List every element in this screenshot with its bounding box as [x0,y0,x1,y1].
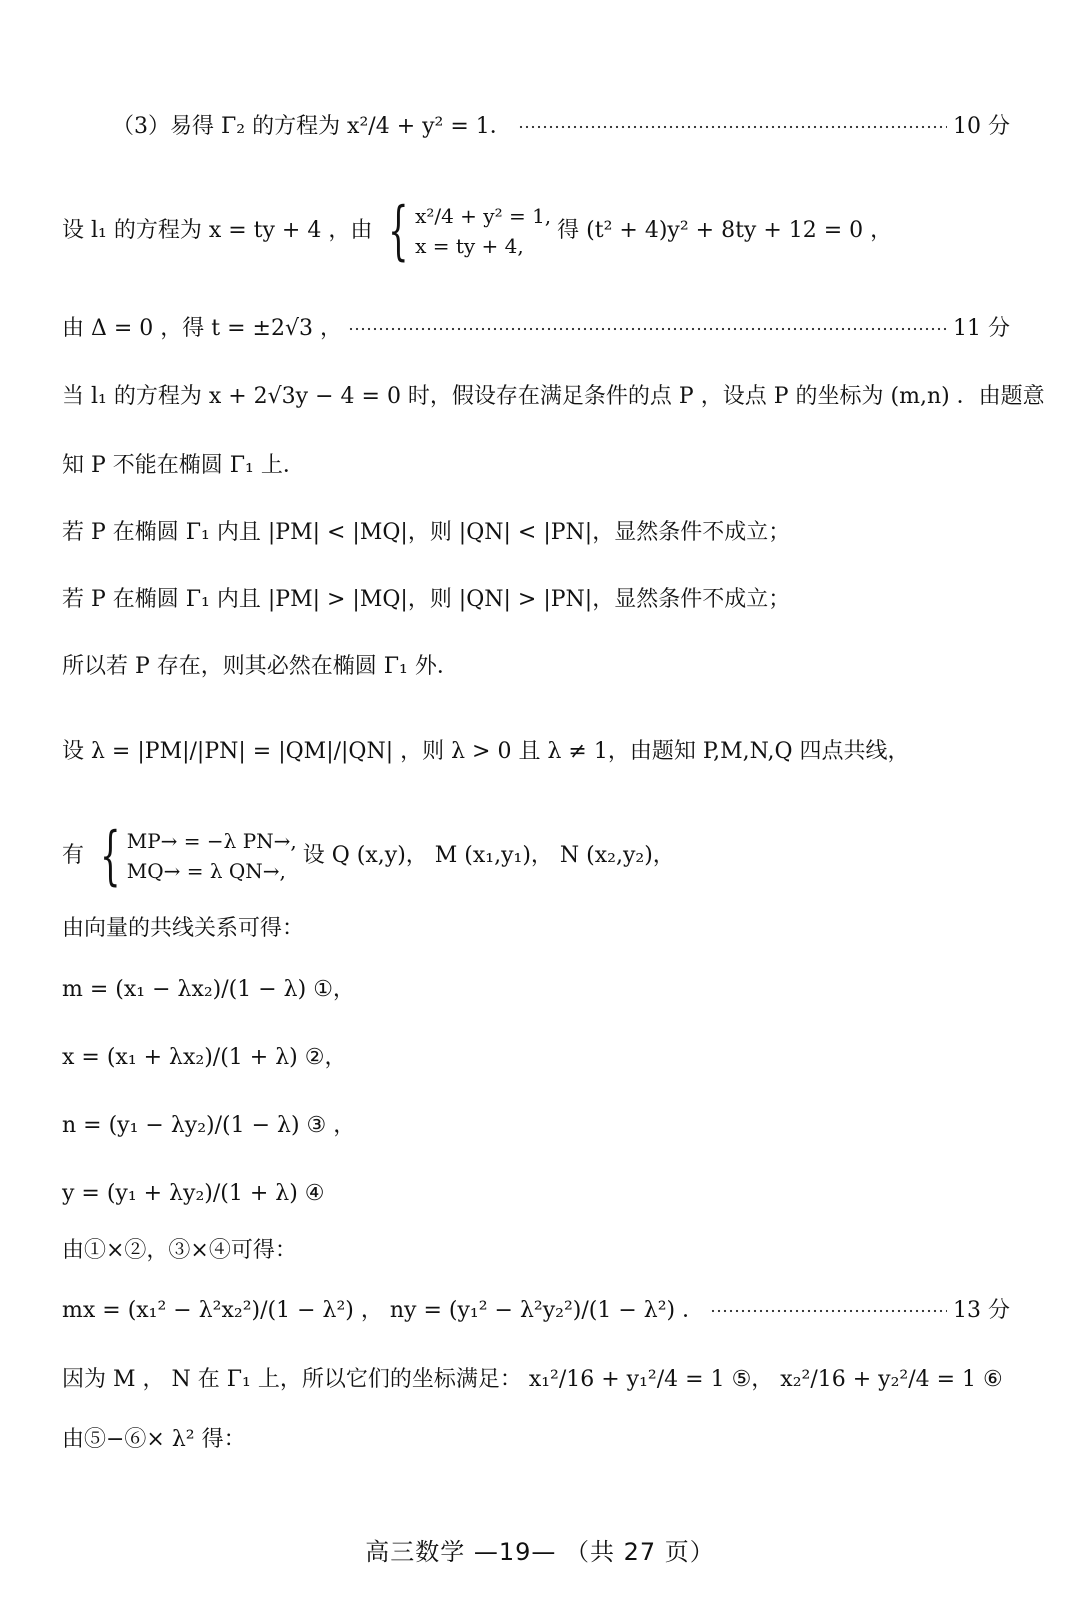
line-3 [62,314,1010,344]
line-2 [62,195,1010,267]
line-text: 若 P 在椭圆 Γ₁ 内且 |PM| < |MQ|，则 |QN| < |PN|，显然条件不成立； [62,520,791,545]
line-text: n = (y₁ − λy₂)/(1 − λ) ③ ， [62,1113,356,1138]
system-row: MP→ = −λ PN→, [126,829,297,853]
equation-3 [62,1111,1010,1141]
line-text: 由①×②，③×④可得： [62,1238,297,1263]
line-text: 设 l₁ 的方程为 x = ty + 4 ，由 [62,218,373,243]
line-text: 由 Δ = 0 ，得 t = ±2√3 ， [62,316,342,341]
score-label: 11 分 [953,316,1010,341]
line-7 [62,585,1010,615]
vector-system [90,819,297,893]
line-text: 设 Q (x,y)， M (x₁,y₁)， N (x₂,y₂)， [302,843,675,868]
brace-icon: { [388,194,409,268]
equation-4 [62,1179,1010,1209]
line-text: x = (x₁ + λx₂)/(1 + λ) ②， [62,1045,347,1070]
line-1 [112,112,1010,142]
line-text: 知 P 不能在椭圆 Γ₁ 上． [62,453,305,478]
line-text: 若 P 在椭圆 Γ₁ 内且 |PM| > |MQ|，则 |QN| > |PN|，显然条件不成立； [62,587,791,612]
line-10 [62,820,1010,892]
score-label: 13 分 [953,1298,1010,1323]
line-text: y = (y₁ + λy₂)/(1 + λ) ④ [62,1181,325,1206]
system-row: x²/4 + y² = 1, [415,204,552,228]
line-19 [62,1425,1010,1455]
leader-dots [710,1309,947,1313]
leader-dots [348,327,947,331]
line-text: 由向量的共线关系可得： [62,916,305,941]
equation-2 [62,1043,1010,1073]
equation-1 [62,975,1010,1005]
line-6 [62,518,1010,548]
line-text: 得 (t² + 4)y² + 8ty + 12 = 0 ， [557,218,893,243]
line-18 [62,1365,1010,1395]
line-9 [62,737,1010,767]
line-text: 因为 M ， N 在 Γ₁ 上，所以它们的坐标满足： x₁²/16 + y₁²/4 = 1 ⑤， x₂²/16 + y₂²/4 = 1 ⑥ [62,1367,1003,1392]
line-5 [62,451,1010,481]
line-text: 所以若 P 存在，则其必然在椭圆 Γ₁ 外． [62,654,459,679]
line-text: 当 l₁ 的方程为 x + 2√3y − 4 = 0 时，假设存在满足条件的点 P ，设点 P 的坐标为 (m,n) ．由题意 [62,384,1045,409]
line-text: 有 [62,843,85,868]
system-row: MQ→ = λ QN→, [126,859,286,883]
line-4 [62,382,1045,412]
score-label: 10 分 [953,114,1010,139]
line-8 [62,652,1010,682]
equation-system [378,194,552,268]
line-text: m = (x₁ − λx₂)/(1 − λ) ①， [62,977,355,1002]
line-16 [62,1236,1010,1266]
line-17 [62,1296,1010,1326]
line-text: （3）易得 Γ₂ 的方程为 x²/4 + y² = 1． [112,114,512,139]
brace-icon: { [100,819,121,893]
line-11 [62,914,1010,944]
line-text: 由⑤−⑥× λ² 得： [62,1427,246,1452]
system-row: x = ty + 4, [415,234,524,258]
line-text: mx = (x₁² − λ²x₂²)/(1 − λ²) ， ny = (y₁² − λ²y₂²)/(1 − λ²) ． [62,1298,705,1323]
page-footer: 高三数学 —19— （共 27 页） [365,1538,715,1566]
line-text: 设 λ = |PM|/|PN| = |QM|/|QN| ，则 λ > 0 且 λ ≠ 1，由题知 P,M,N,Q 四点共线， [62,739,910,764]
leader-dots [518,125,947,129]
